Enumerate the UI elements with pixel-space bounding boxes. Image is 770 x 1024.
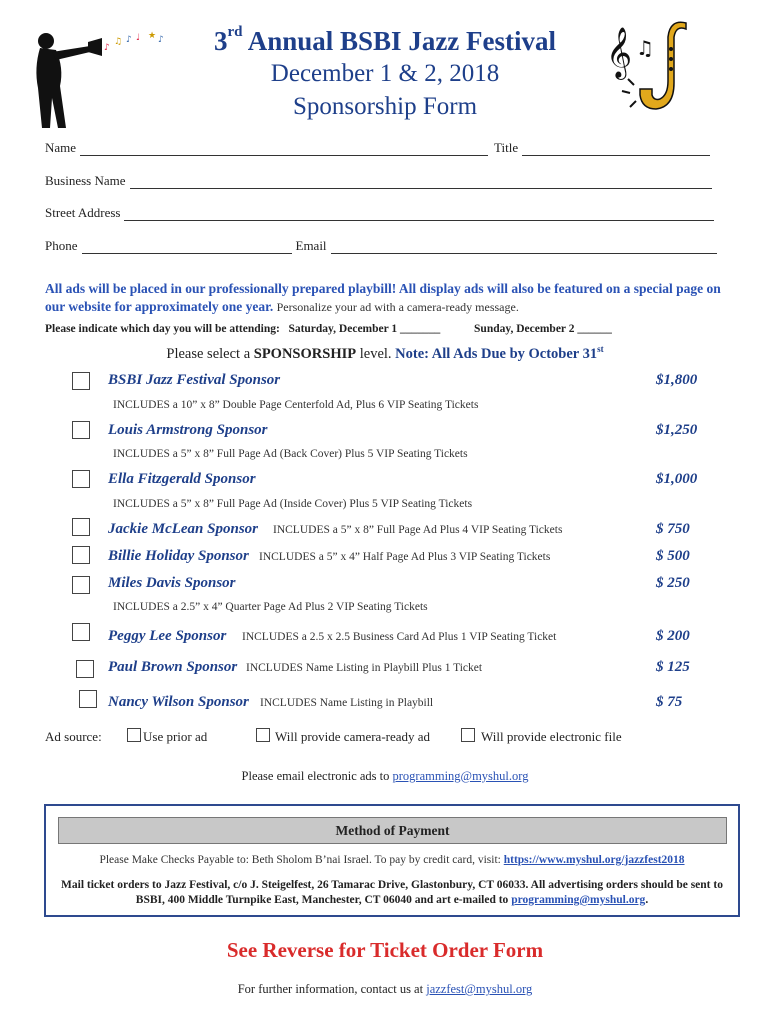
name-title-row xyxy=(45,140,725,156)
payment-heading: Method of Payment xyxy=(58,817,727,844)
svg-text:♪: ♪ xyxy=(126,35,132,45)
svg-text:♪: ♪ xyxy=(158,35,164,45)
sponsor-includes-davis: INCLUDES a 2.5” x 4” Quarter Page Ad Plus 2 VIP Seating Tickets xyxy=(113,601,428,613)
business-row xyxy=(45,173,725,189)
svg-text:𝄞: 𝄞 xyxy=(606,27,633,78)
sponsor-name-bsbi: BSBI Jazz Festival Sponsor xyxy=(108,372,281,388)
email-ads-note: Please email electronic ads to programming@myshul.org xyxy=(241,769,529,783)
sponsor-name-nancy-wilson: Nancy Wilson Sponsor xyxy=(108,694,249,710)
sponsor-name-armstrong: Louis Armstrong Sponsor xyxy=(108,422,268,438)
phone-email-row xyxy=(45,238,725,254)
phone-label: Phone xyxy=(45,238,78,253)
sponsor-name-mclean: Jackie McLean Sponsor xyxy=(108,521,258,537)
sponsor-price-nancy-wilson: $ 75 xyxy=(656,694,683,710)
festival-dates: December 1 & 2, 2018 xyxy=(270,60,500,87)
sponsor-includes-holiday: INCLUDES a 5” x 4” Half Page Ad Plus 3 VIP Seating Tickets xyxy=(259,551,551,563)
sponsor-price-mclean: $ 750 xyxy=(656,521,690,537)
svg-text:♫: ♫ xyxy=(114,37,123,47)
title-label: Title xyxy=(494,140,519,155)
svg-text:♪: ♪ xyxy=(104,43,110,53)
contact-email-link[interactable]: jazzfest@myshul.org xyxy=(426,982,533,996)
phone-field[interactable] xyxy=(82,241,292,254)
sponsor-name-peggy-lee: Peggy Lee Sponsor xyxy=(108,628,227,644)
attend-sunday[interactable]: Sunday, December 2 ______ xyxy=(474,323,612,335)
svg-text:♫: ♫ xyxy=(636,36,654,60)
street-address-label: Street Address xyxy=(45,205,121,220)
see-reverse-notice: See Reverse for Ticket Order Form xyxy=(226,938,544,962)
sponsor-includes-mclean: INCLUDES a 5” x 8” Full Page Ad Plus 4 VIP Seating Tickets xyxy=(273,524,563,536)
payable-text: Please Make Checks Payable to: Beth Sholom B’nai Israel. To pay by credit card, visit: https://www.myshul.org/jazzfest2018 xyxy=(99,854,685,866)
sponsor-checkbox-bsbi[interactable] xyxy=(72,372,90,390)
attendance-question xyxy=(45,323,612,335)
sponsor-price-paul-brown: $ 125 xyxy=(656,659,690,675)
name-label: Name xyxy=(45,140,77,155)
sponsor-name-fitzgerald: Ella Fitzgerald Sponsor xyxy=(108,471,256,487)
form-title: Sponsorship Form xyxy=(292,93,478,120)
sponsor-price-armstrong: $1,250 xyxy=(656,422,698,438)
email-field[interactable] xyxy=(331,241,717,254)
sponsor-price-holiday: $ 500 xyxy=(656,548,690,564)
sponsor-price-peggy-lee: $ 200 xyxy=(656,628,690,644)
festival-title: 3rd Annual BSBI Jazz Festival xyxy=(213,24,557,56)
art-email-link[interactable]: programming@myshul.org xyxy=(511,894,646,906)
ad-source-electronic-label: Will provide electronic file xyxy=(481,729,622,744)
payment-box xyxy=(44,804,740,917)
ad-source-camera-ready-checkbox[interactable] xyxy=(256,728,270,742)
sponsor-checkbox-holiday[interactable] xyxy=(72,546,90,564)
mail-instructions: Mail ticket orders to Jazz Festival, c/o J. Steigelfest, 26 Tamarac Drive, Glastonbury, CT 06033. All advertising orders should be sent to BSBI, 400 Middle Turnpike East, Manchester, CT 06040 and art e-mailed to programming@myshul.org. xyxy=(61,879,723,906)
sponsor-checkbox-davis[interactable] xyxy=(72,576,90,594)
email-label: Email xyxy=(295,238,327,253)
svg-text:★: ★ xyxy=(148,31,157,41)
credit-card-link[interactable]: https://www.myshul.org/jazzfest2018 xyxy=(503,854,685,866)
attend-saturday[interactable]: Saturday, December 1 _______ xyxy=(288,323,441,335)
further-info: For further information, contact us at jazzfest@myshul.org xyxy=(237,982,533,996)
sponsor-includes-peggy-lee: INCLUDES a 2.5 x 2.5 Business Card Ad Plus 1 VIP Seating Ticket xyxy=(242,631,557,643)
ad-source-electronic-checkbox[interactable] xyxy=(461,728,475,742)
street-row xyxy=(45,205,725,221)
ads-email-link[interactable]: programming@myshul.org xyxy=(392,769,529,783)
ad-source-prior-label: Use prior ad xyxy=(143,729,208,744)
ad-source-prior-checkbox[interactable] xyxy=(127,728,141,742)
promo-small-text: Personalize your ad with a camera-ready message. xyxy=(276,300,519,314)
sponsor-name-davis: Miles Davis Sponsor xyxy=(108,575,236,591)
sponsor-includes-bsbi: INCLUDES a 10” x 8” Double Page Centerfold Ad, Plus 6 VIP Seating Tickets xyxy=(113,399,479,411)
business-name-field[interactable] xyxy=(130,176,712,189)
sponsor-checkbox-peggy-lee[interactable] xyxy=(72,623,90,641)
sponsor-price-davis: $ 250 xyxy=(656,575,690,591)
sponsor-checkbox-armstrong[interactable] xyxy=(72,421,90,439)
name-field[interactable] xyxy=(80,143,488,156)
ad-source-label: Ad source: xyxy=(45,729,102,744)
sponsor-name-holiday: Billie Holiday Sponsor xyxy=(108,548,249,564)
sponsor-includes-paul-brown: INCLUDES Name Listing in Playbill Plus 1 Ticket xyxy=(246,662,483,674)
select-level-heading: Please select a SPONSORSHIP level. Note: All Ads Due by October 31st xyxy=(166,344,604,362)
promo-bold-text: All ads will be placed in our professionally prepared playbill! All display ads will also be featured on a special page on our website for approximately one year. xyxy=(45,281,721,314)
playbill-promo xyxy=(45,280,725,316)
sponsor-includes-nancy-wilson: INCLUDES Name Listing in Playbill xyxy=(260,697,434,709)
sponsor-checkbox-mclean[interactable] xyxy=(72,518,90,536)
attendance-prompt: Please indicate which day you will be attending: xyxy=(45,323,280,335)
sponsor-includes-fitzgerald: INCLUDES a 5” x 8” Full Page Ad (Inside Cover) Plus 5 VIP Seating Tickets xyxy=(113,498,473,510)
business-name-label: Business Name xyxy=(45,173,126,188)
sponsor-includes-armstrong: INCLUDES a 5” x 8” Full Page Ad (Back Cover) Plus 5 VIP Seating Tickets xyxy=(113,448,468,460)
title-field[interactable] xyxy=(522,143,710,156)
sponsor-name-paul-brown: Paul Brown Sponsor xyxy=(108,659,238,675)
sponsor-price-bsbi: $1,800 xyxy=(656,372,698,388)
ad-source-camera-ready-label: Will provide camera-ready ad xyxy=(275,729,431,744)
sponsor-checkbox-fitzgerald[interactable] xyxy=(72,470,90,488)
street-address-field[interactable] xyxy=(124,208,714,221)
sponsor-price-fitzgerald: $1,000 xyxy=(656,471,698,487)
sponsor-checkbox-nancy-wilson[interactable] xyxy=(79,690,97,708)
svg-text:♩: ♩ xyxy=(136,33,141,43)
sponsor-checkbox-paul-brown[interactable] xyxy=(76,660,94,678)
